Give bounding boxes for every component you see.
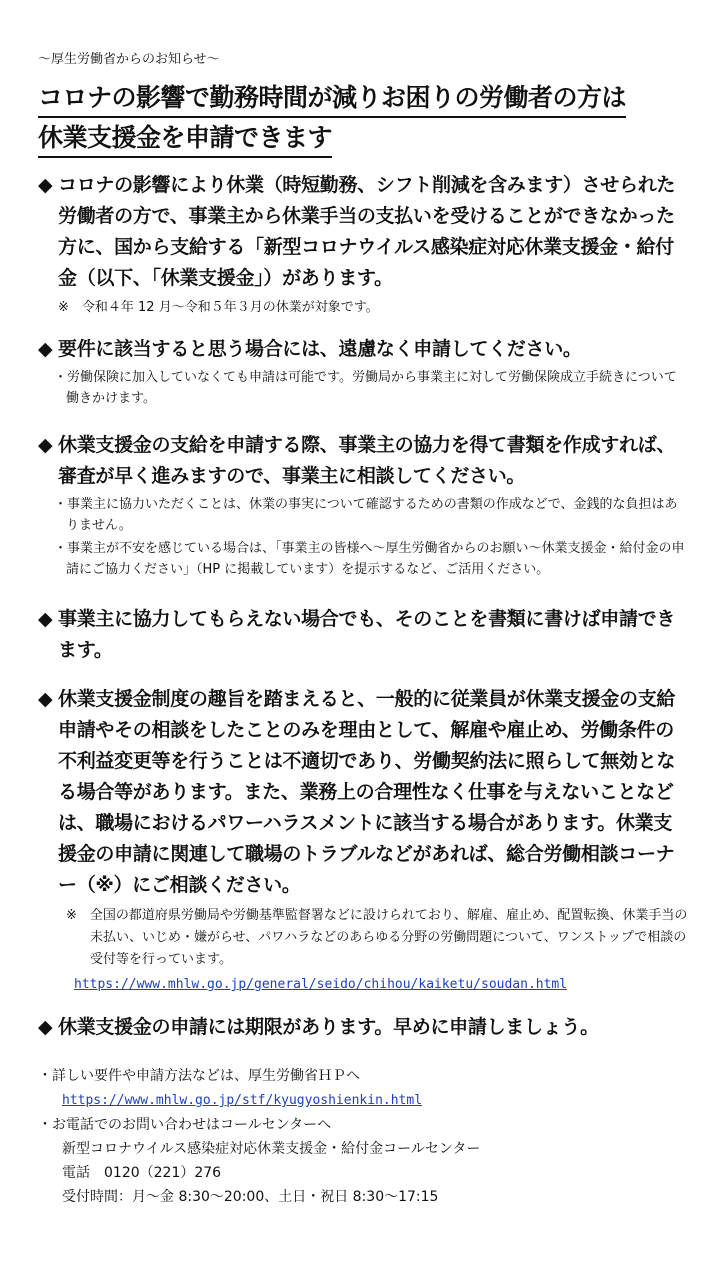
diamond-icon: ◆ [38, 1016, 53, 1038]
diamond-icon: ◆ [38, 434, 53, 456]
mhlw-link[interactable]: https://www.mhlw.go.jp/stf/kyugyoshienkin.html [62, 1093, 423, 1108]
section-text: ◆ 事業主に協力してもらえない場合でも、そのことを書類に書けば申請できます。 [38, 604, 688, 666]
diamond-icon: ◆ [38, 688, 53, 710]
hp-guide: ・詳しい要件や申請方法などは、厚生労働省ＨＰへ [38, 1068, 360, 1084]
diamond-icon: ◆ [38, 174, 53, 196]
section-employer-cooperation [38, 430, 688, 580]
title-line-2: 休業支援金を申請できます [38, 120, 332, 158]
business-hours: 受付時間：月～金 8:30～20:00、土日・祝日 8:30～17:15 [62, 1189, 439, 1205]
sub-note: ・労働保険に加入していなくても申請は可能です。労働局から事業主に対して労働保険成立手続きについて働きかけます。 [54, 370, 677, 406]
consultation-note: ※ 全国の都道府県労働局や労働基準監督署などに設けられており、解雇、雇止め、配置転換、休業手当の未払い、いじめ・嫌がらせ、パワハラなどのあらゆる分野の労働問題について、ワンストップで相談の受付等を行っています。 [66, 908, 688, 967]
section-apply [38, 334, 688, 409]
section-text: ◆ 要件に該当すると思う場合には、遠慮なく申請してください。 [38, 334, 688, 365]
section-text: ◆ 休業支援金の申請には期限があります。早めに申請しましょう。 [38, 1012, 688, 1043]
page-title [38, 80, 626, 160]
period-note: ※ 令和４年 12 月～令和５年３月の休業が対象です。 [58, 300, 379, 315]
callcenter-name: 新型コロナウイルス感染症対応休業支援金・給付金コールセンター [62, 1141, 481, 1157]
section-text: ◆ 休業支援金制度の趣旨を踏まえると、一般的に従業員が休業支援金の支給申請やその相談をしたことのみを理由として、解雇や雇止め、労働条件の不利益変更等を行うことは不適切であり、労働契約法に照らして無効となる場合等があります。また、業務上の合理性なく仕事を与えないことなどは、職場におけるパワーハラスメントに該当する場合があります。休業支援金の申請に関連して職場のトラブルなどがあれば、総合労働相談コーナー（※）にご相談ください。 [38, 684, 688, 901]
section-no-cooperation [38, 604, 688, 666]
title-line-1: コロナの影響で勤務時間が減りお困りの労働者の方は [38, 80, 626, 118]
diamond-icon: ◆ [38, 338, 53, 360]
section-protection [38, 684, 688, 992]
notice-source: ～厚生労働省からのお知らせ～ [38, 52, 220, 67]
callcenter-guide: ・お電話でのお問い合わせはコールセンターへ [38, 1117, 332, 1133]
sub-note: ・事業主に協力いただくことは、休業の事実について確認するための書類の作成などで、金銭的な負担はありません。 [54, 497, 678, 533]
section-eligibility [38, 170, 688, 317]
consultation-link[interactable]: https://www.mhlw.go.jp/general/seido/chihou/kaiketu/soudan.html [74, 977, 568, 992]
section-text: ◆ コロナの影響により休業（時短勤務、シフト削減を含みます）させられた労働者の方で、事業主から休業手当の支払いを受けることができなかった方に、国から支給する「新型コロナウイルス感染症対応休業支援金・給付金（以下、「休業支援金」）があります。 [38, 170, 688, 294]
section-deadline [38, 1012, 688, 1043]
phone-number: 電話 0120（221）276 [62, 1165, 222, 1181]
contact-info [38, 1064, 688, 1209]
section-text: ◆ 休業支援金の支給を申請する際、事業主の協力を得て書類を作成すれば、審査が早く進みますので、事業主に相談してください。 [38, 430, 688, 492]
diamond-icon: ◆ [38, 608, 53, 630]
sub-note: ・事業主が不安を感じている場合は、「事業主の皆様へ～厚生労働省からのお願い～休業支援金・給付金の申請にご協力ください」（HP に掲載しています）を提示するなど、ご活用ください。 [54, 541, 685, 577]
